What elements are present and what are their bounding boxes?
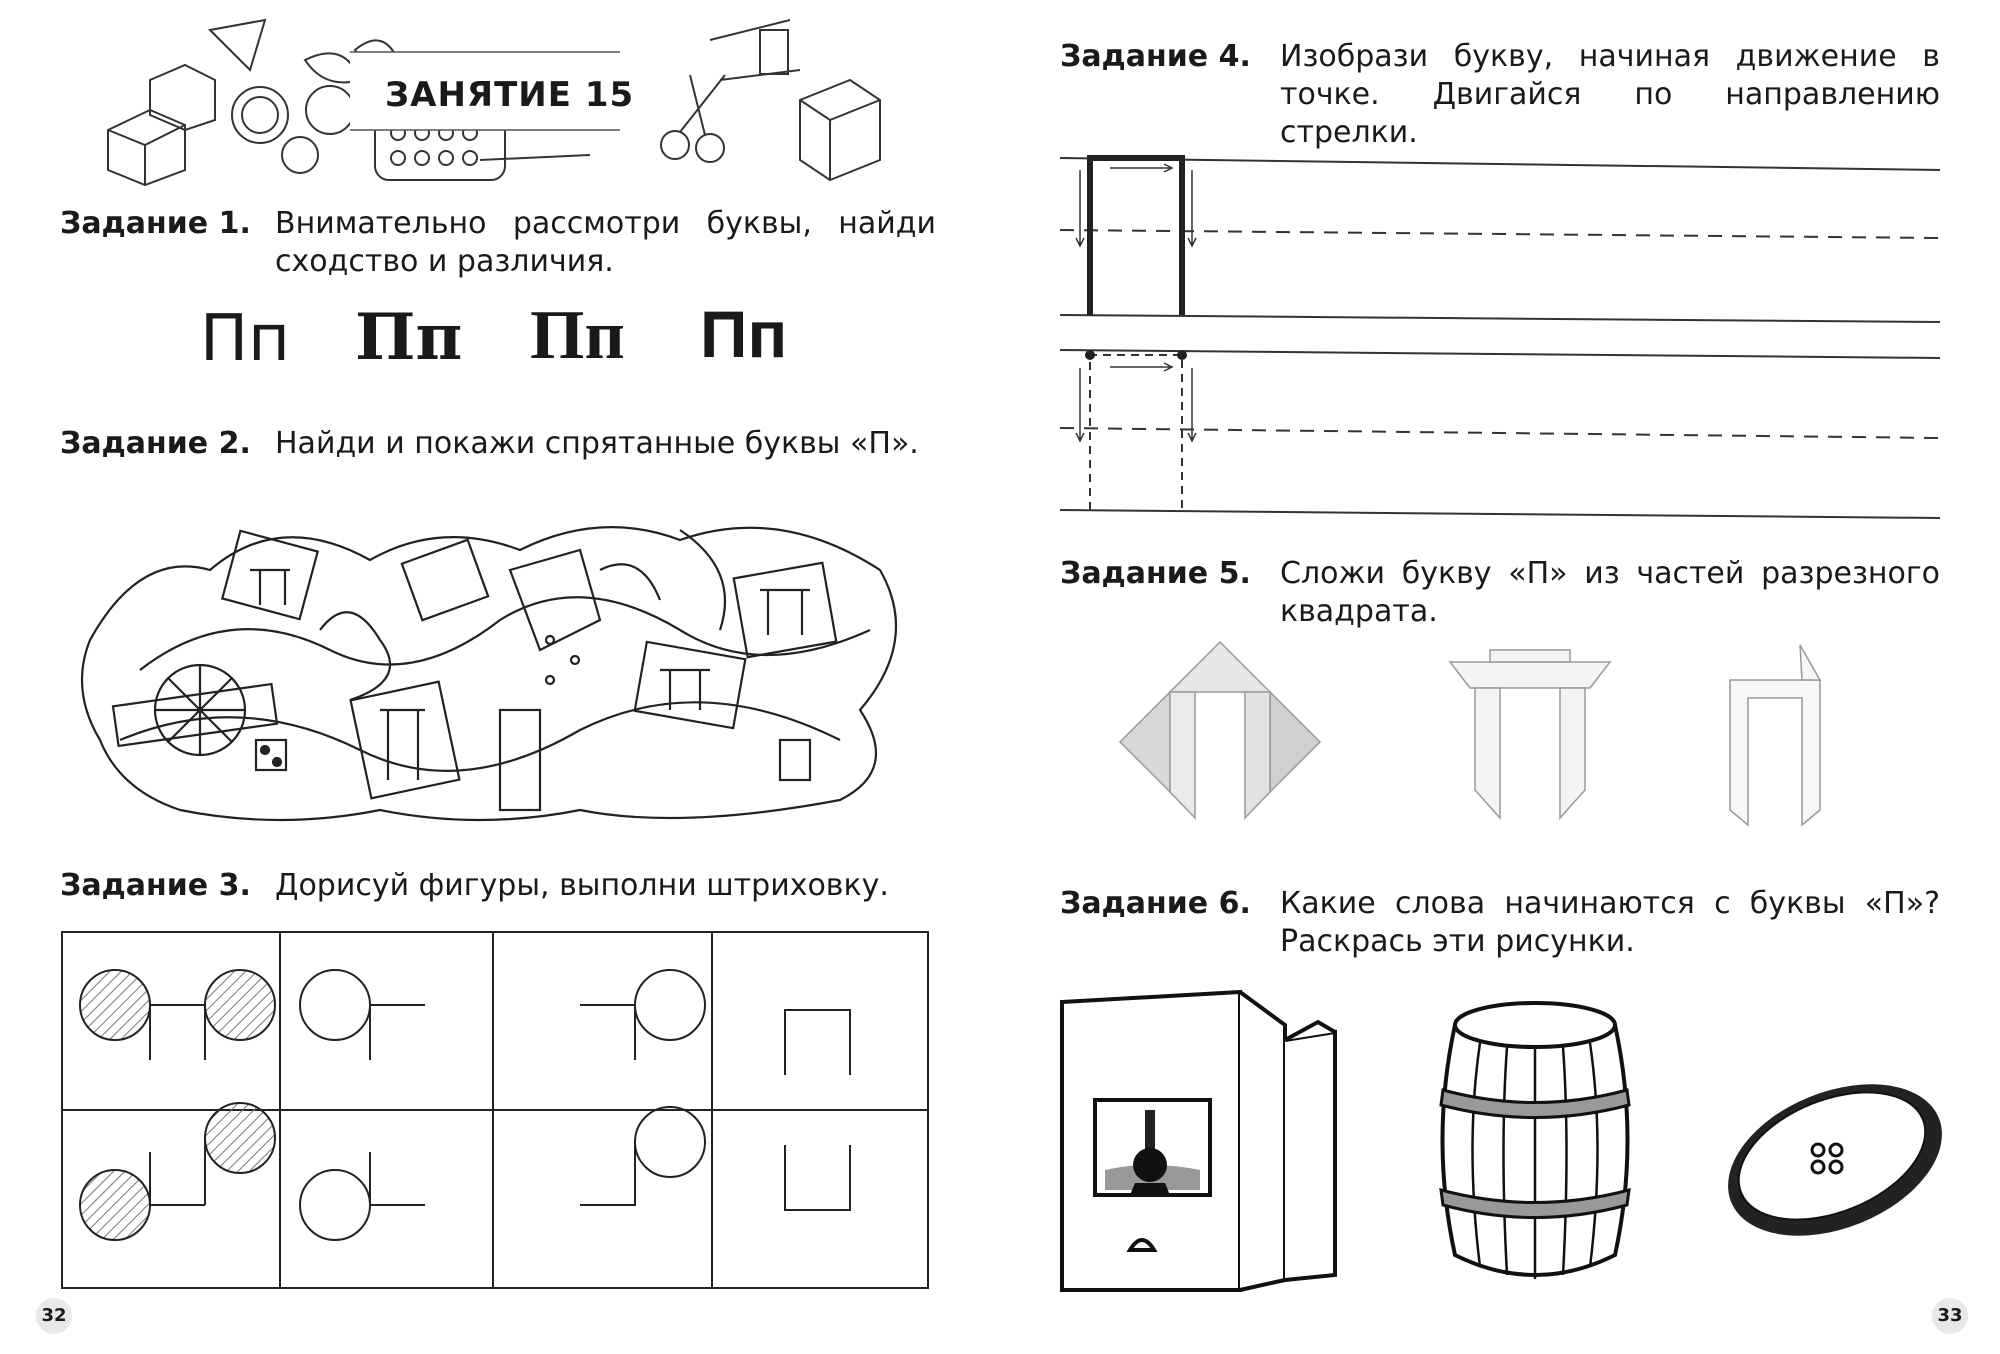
letters-grotesk: Пп	[700, 297, 788, 371]
task-3-label: Задание 3.	[60, 868, 251, 903]
tangram-figures	[1120, 640, 1940, 840]
barrel-picture	[1435, 995, 1635, 1285]
stove-picture	[1060, 990, 1360, 1290]
task-3-text: Дорисуй фигуры, выполни штриховку.	[275, 868, 889, 903]
page-number-left: 32	[36, 1298, 72, 1334]
lesson-title: ЗАНЯТИЕ 15	[385, 75, 635, 115]
hidden-letters-puzzle	[80, 510, 910, 820]
shapes-grid	[60, 930, 930, 1290]
task-1-text: Внимательно рассмотри буквы, найди сходство и различия.	[275, 206, 936, 279]
task-6-text: Какие слова начинаются с буквы «П»? Раскрась эти рисунки.	[1280, 886, 1940, 959]
letters-slab: Пп	[530, 297, 625, 374]
page-number-right: 33	[1932, 1298, 1968, 1334]
button-picture	[1720, 1070, 1950, 1250]
task-5-text: Сложи букву «П» из частей разрезного квадрата.	[1280, 556, 1940, 629]
task-1-label: Задание 1.	[60, 206, 251, 241]
task-4-label: Задание 4.	[1060, 39, 1251, 74]
task-2-text: Найди и покажи спрятанные буквы «П».	[275, 426, 919, 461]
letters-serif: Пп	[355, 300, 463, 375]
letters-sans: Пп	[200, 302, 290, 376]
right-page	[1000, 0, 2000, 1354]
task-6-label: Задание 6.	[1060, 886, 1251, 921]
task-2-label: Задание 2.	[60, 426, 251, 461]
task-4-text: Изобрази букву, начиная движение в точке. Двигайся по направлению стрелки.	[1280, 39, 1940, 150]
task-5-label: Задание 5.	[1060, 556, 1251, 591]
writing-lines	[1060, 150, 1940, 530]
